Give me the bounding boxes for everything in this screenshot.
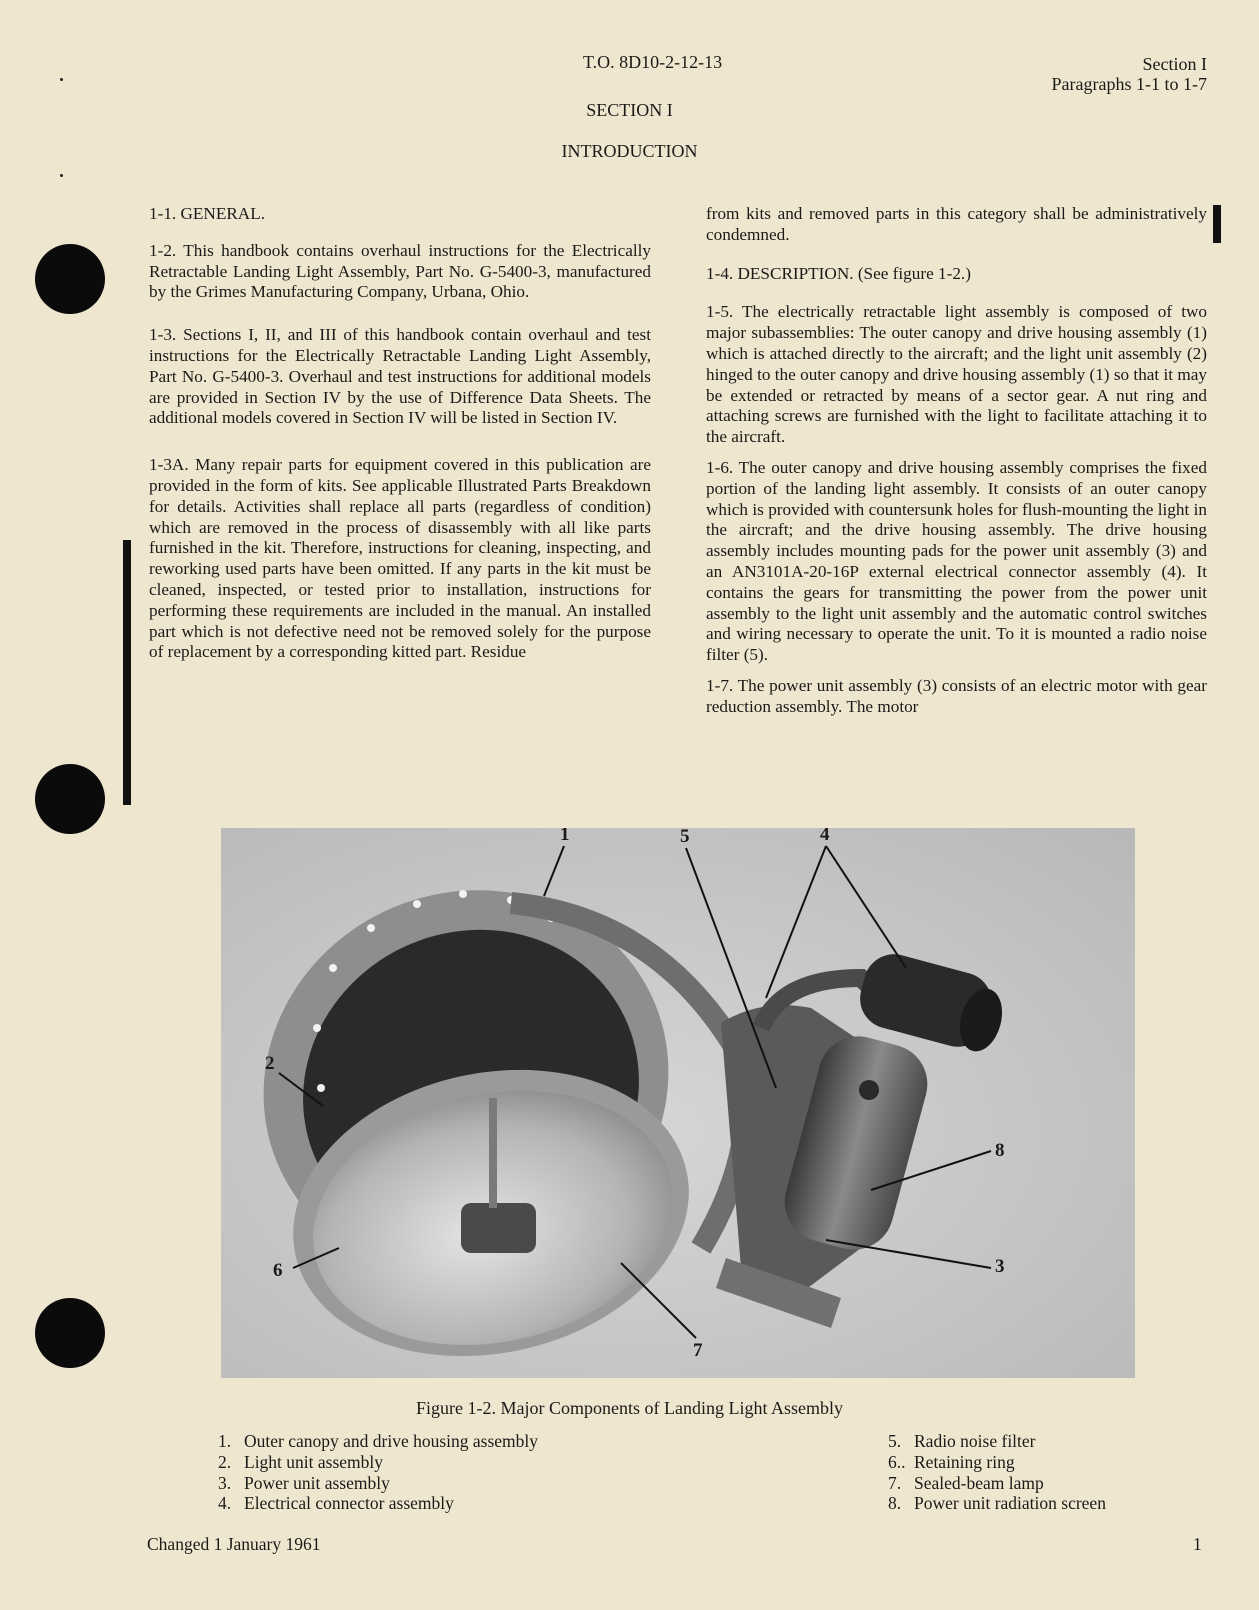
callout-7: 7 bbox=[693, 1340, 703, 1361]
to-number: T.O. 8D10-2-12-13 bbox=[583, 52, 723, 72]
figure-caption: Figure 1-2. Major Components of Landing Light Assembly bbox=[416, 1398, 843, 1418]
callout-8: 8 bbox=[995, 1140, 1005, 1161]
callout-1: 1 bbox=[560, 828, 570, 845]
callout-3: 3 bbox=[995, 1256, 1005, 1277]
binder-hole-3 bbox=[35, 1298, 105, 1368]
legend-item: 3. Power unit assembly bbox=[218, 1472, 390, 1493]
change-notice: Changed 1 January 1961 bbox=[147, 1534, 321, 1554]
right-column bbox=[706, 204, 1207, 732]
legend-item: 1. Outer canopy and drive housing assembly bbox=[218, 1431, 539, 1451]
legend-item: 7. Sealed-beam lamp bbox=[888, 1472, 1044, 1493]
legend-item: 5. Radio noise filter bbox=[888, 1431, 1036, 1451]
legend-item: 6.. Retaining ring bbox=[888, 1451, 1015, 1472]
legend-item: 2. Light unit assembly bbox=[218, 1451, 384, 1472]
legend-item: 8. Power unit radiation screen bbox=[888, 1493, 1106, 1514]
binder-hole-2 bbox=[35, 764, 105, 834]
paper-speck bbox=[60, 174, 63, 177]
paragraph-1-4: 1-4. DESCRIPTION. (See figure 1-2.) bbox=[706, 263, 971, 283]
paragraph-1-7: 1-7. The power unit assembly (3) consists of an electric motor with gear reduction assembly. The motor bbox=[706, 675, 1207, 716]
paragraph-1-6: 1-6. The outer canopy and drive housing assembly comprises the fixed portion of the landing light assembly. It consists of an outer canopy which is provided with countersunk holes for flush-mounting the light in the aircraft; and the drive housing assembly. The drive housing assembly includes mounting pads for the power unit assembly (3) and an AN3101A-20-16P external electrical connector assembly (4). It contains the gears for transmitting the power from the power unit assembly to the light unit assembly and the automatic control switches and wiring necessary to operate the unit. To it is mounted a radio noise filter (5). bbox=[706, 457, 1207, 665]
callout-leaders bbox=[221, 828, 1135, 1378]
legend-item: 4. Electrical connector assembly bbox=[218, 1493, 454, 1514]
paragraph-1-3: 1-3. Sections I, II, and III of this handbook contain overhaul and test instructions for the Electrically Retractable Landing Light Assembly, Part No. G-5400-3. Overhaul and test instructions for additional models are provided in Section IV by the use of Difference Data Sheets. The additional models covered in Section IV will be listed in Section IV. bbox=[149, 325, 651, 428]
paragraphs-ref: Paragraphs 1-1 to 1-7 bbox=[1051, 74, 1207, 94]
paragraph-1-1: 1-1. GENERAL. bbox=[149, 204, 265, 223]
page-number: 1 bbox=[1193, 1534, 1202, 1554]
callout-6: 6 bbox=[273, 1260, 283, 1281]
callout-2: 2 bbox=[265, 1053, 275, 1074]
paragraph-1-2: 1-2. This handbook contains overhaul instructions for the Electrically Retractable Landing Light Assembly, Part No. G-5400-3, manufactured by the Grimes Manufacturing Company, Urbana, Ohio. bbox=[149, 240, 651, 302]
section-title: SECTION I bbox=[586, 100, 673, 120]
landing-light-photo bbox=[221, 828, 1135, 1378]
paper-speck bbox=[60, 78, 63, 81]
paragraph-1-5: 1-5. The electrically retractable light assembly is composed of two major subassemblies: The outer canopy and drive housing assembly (1) which is attached directly to the aircraft; and the light unit assembly (2) hinged to the outer canopy and drive housing assembly (1) so that it may be extended or retracted by means of a sector gear. A nut ring and attaching screws are furnished with the light to facilitate attaching it to the aircraft. bbox=[706, 302, 1207, 447]
section-ref: Section I bbox=[1142, 54, 1207, 74]
change-bar-left bbox=[123, 540, 131, 805]
section-subtitle: INTRODUCTION bbox=[561, 141, 698, 161]
change-bar-right bbox=[1213, 205, 1221, 243]
callout-5: 5 bbox=[680, 828, 690, 847]
left-column bbox=[149, 204, 651, 677]
callout-4: 4 bbox=[820, 828, 830, 845]
legend-left bbox=[218, 1431, 538, 1514]
paragraph-1-3a: 1-3A. Many repair parts for equipment covered in this publication are provided in the form of kits. See applicable Illustrated Parts Breakdown for details. Activities shall replace all parts (regardless of condition) which are removed in the process of disassembly with all like parts furnished in the kit. Therefore, instructions for cleaning, inspecting, and reworking used parts have been omitted. If any parts in the kit must be cleaned, inspected, or tested prior to installation, instructions for performing these requirements are included in the manual. An installed part which is not defective need not be removed solely for the purpose of replacement by a corresponding kitted part. Residue bbox=[149, 455, 651, 662]
legend-right bbox=[888, 1431, 1106, 1514]
binder-hole-1 bbox=[35, 244, 105, 314]
paragraph-1-3a-continued: from kits and removed parts in this category shall be administratively condemned. bbox=[706, 204, 1207, 244]
